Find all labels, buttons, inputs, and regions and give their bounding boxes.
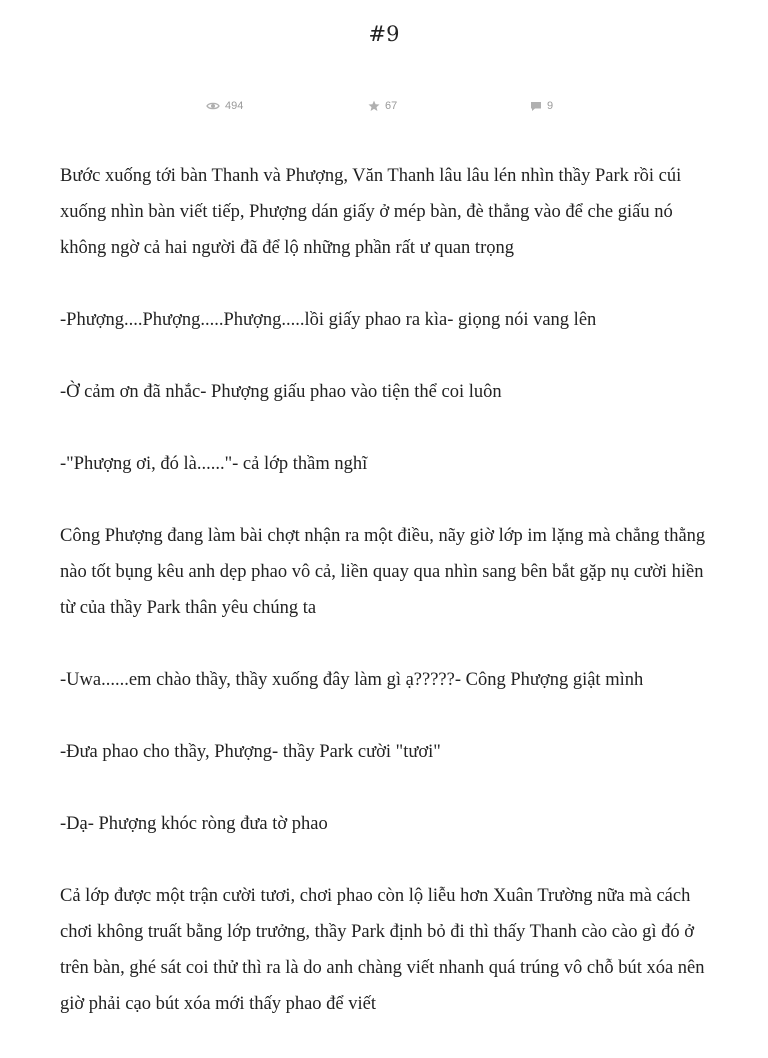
votes-stat — [368, 98, 397, 114]
story-paragraph: -Phượng....Phượng.....Phượng.....lồi giấy phao ra kìa- giọng nói vang lên — [60, 310, 597, 330]
chapter-stats — [0, 98, 768, 114]
story-paragraph: -"Phượng ơi, đó là......"- cả lớp thầm nghĩ — [60, 454, 368, 474]
chapter-content — [60, 158, 710, 1058]
chapter-title: #9 — [368, 22, 400, 46]
votes-count: 67 — [385, 100, 398, 112]
story-paragraph: Bước xuống tới bàn Thanh và Phượng, Văn Thanh lâu lâu lén nhìn thầy Park rồi cúi xuống nhìn bàn viết tiếp, Phượng dán giấy ở mép bàn, đè thẳng vào để che giấu nó không ngờ cả hai người đã để lộ những phần rất ư quan trọng — [60, 166, 682, 258]
comment-icon — [530, 101, 542, 112]
story-paragraph: -Dạ- Phượng khóc ròng đưa tờ phao — [60, 814, 328, 834]
story-paragraph: Cả lớp được một trận cười tươi, chơi phao còn lộ liễu hơn Xuân Trường nữa mà cách chơi không truất bằng lớp trưởng, thầy Park định bỏ đi thì thấy Thanh cào cào gì đó ở trên bàn, ghé sát coi thử thì ra là do anh chàng viết nhanh quá trúng vô chỗ bút xóa nên giờ phải cạo bút xóa mới thấy phao để viết — [60, 886, 705, 1014]
views-stat — [206, 98, 243, 114]
comments-stat — [530, 98, 553, 114]
story-paragraph: -Uwa......em chào thầy, thầy xuống đây làm gì ạ?????- Công Phượng giật mình — [60, 670, 644, 690]
story-paragraph: -Ờ cảm ơn đã nhắc- Phượng giấu phao vào tiện thể coi luôn — [60, 382, 502, 402]
star-icon — [368, 100, 380, 112]
story-paragraph: -Đưa phao cho thầy, Phượng- thầy Park cười "tươi" — [60, 742, 441, 762]
story-paragraph: Công Phượng đang làm bài chợt nhận ra một điều, nãy giờ lớp im lặng mà chẳng thằng nào tốt bụng kêu anh dẹp phao vô cả, liền quay qua nhìn sang bên bắt gặp nụ cười hiền từ của thầy Park thân yêu chúng ta — [60, 526, 706, 618]
eye-icon — [206, 101, 220, 111]
views-count: 494 — [225, 100, 244, 112]
comments-count: 9 — [547, 100, 554, 112]
